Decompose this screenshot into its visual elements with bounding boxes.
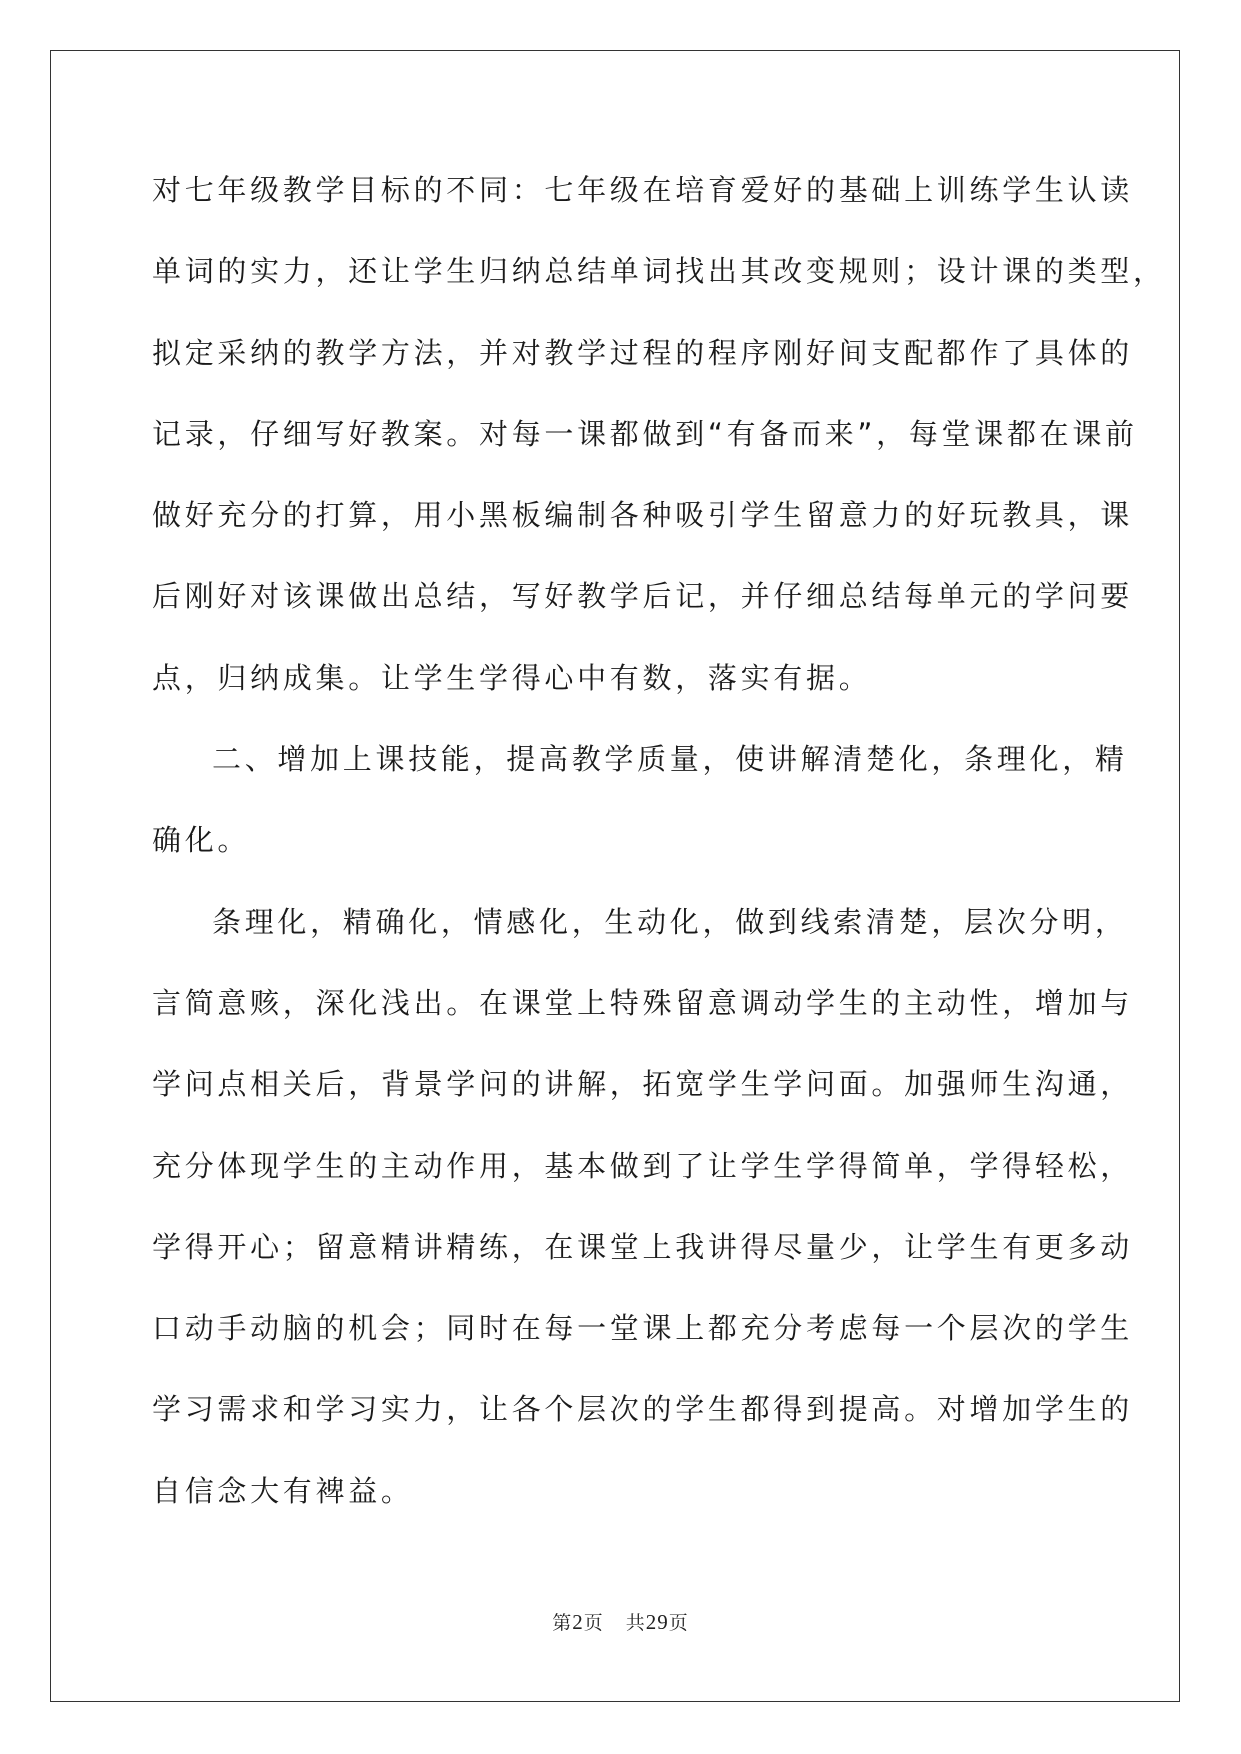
text-line: 充分体现学生的主动作用，基本做到了让学生学得简单，学得轻松，	[152, 1148, 1134, 1183]
text-line: 口动手动脑的机会；同时在每一堂课上都充分考虑每一个层次的学生	[152, 1311, 1134, 1346]
text-line: 学习需求和学习实力，让各个层次的学生都得到提高。对增加学生的	[152, 1392, 1134, 1427]
text-line: 后刚好对该课做出总结，写好教学后记，并仔细总结每单元的学问要	[152, 579, 1134, 614]
section-heading-line: 二、增加上课技能，提高教学质量，使讲解清楚化，条理化，精	[212, 742, 1128, 777]
text-line: 言简意赅，深化浅出。在课堂上特殊留意调动学生的主动性，增加与	[152, 985, 1134, 1020]
document-body	[152, 162, 1166, 1544]
page-number: 2	[572, 1610, 584, 1634]
text-line: 学问点相关后，背景学问的讲解，拓宽学生学问面。加强师生沟通，	[152, 1067, 1134, 1102]
page-prefix: 第	[552, 1612, 573, 1634]
paragraph-first-line: 条理化，精确化，情感化，生动化，做到线索清楚，层次分明，	[212, 904, 1128, 939]
text-line: 自信念大有裨益。	[152, 1473, 414, 1508]
text-line: 确化。	[152, 823, 251, 858]
text-line: 点，归纳成集。让学生学得心中有数，落实有据。	[152, 660, 872, 695]
text-line: 做好充分的打算，用小黑板编制各种吸引学生留意力的好玩教具，课	[152, 498, 1134, 533]
text-line: 单词的实力，还让学生归纳总结单词找出其改变规则；设计课的类型，	[152, 254, 1166, 289]
total-suffix: 页	[668, 1612, 689, 1634]
text-line: 拟定采纳的教学方法，并对教学过程的程序刚好间支配都作了具体的	[152, 335, 1134, 370]
page-footer	[0, 1608, 1241, 1635]
page-suffix: 页	[583, 1612, 604, 1634]
total-prefix: 共	[625, 1612, 646, 1634]
text-line: 学得开心；留意精讲精练，在课堂上我讲得尽量少，让学生有更多动	[152, 1229, 1134, 1264]
text-line: 对七年级教学目标的不同：七年级在培育爱好的基础上训练学生认读	[152, 173, 1134, 207]
text-line: 记录，仔细写好教案。对每一课都做到“有备而来”，每堂课都在课前	[152, 416, 1138, 451]
total-pages: 29	[645, 1610, 669, 1634]
